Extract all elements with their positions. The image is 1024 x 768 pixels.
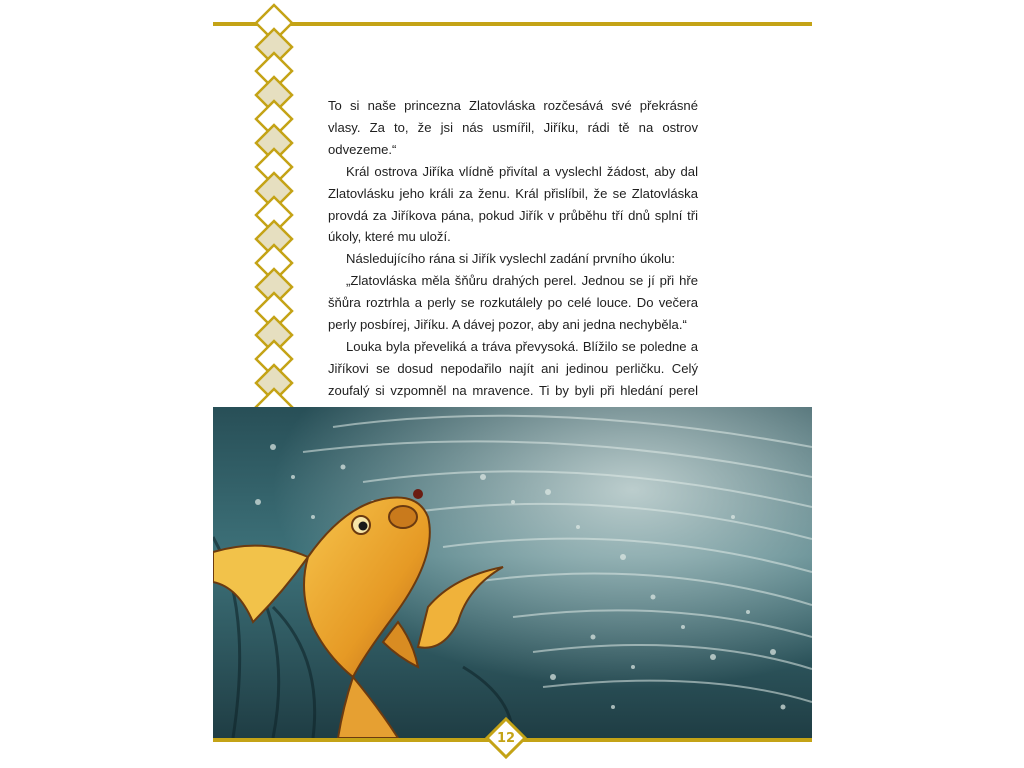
top-decorative-rule — [213, 22, 812, 26]
story-text — [328, 95, 698, 424]
paragraph-2: Král ostrova Jiříka vlídně přivítal a vyslechl žádost, aby dal Zlatovlásku jeho králi za ženu. Král přislíbil, že se Zlatovláska provdá za Jiříkova pána, pokud Jiřík v průběhu tří dnů splní tři úkoly, které mu uloží. — [328, 163, 698, 245]
paragraph-5: Louka byla převeliká a tráva převysoká. Blížilo se poledne a Jiříkovi se dosud nepodařilo najít ani jedinou perličku. Celý zoufalý si vzpomněl na mravence. Ti by byli při hledání perel — [328, 338, 698, 398]
diamond-border-ornament — [248, 0, 300, 430]
paragraph-3: Následujícího rána si Jiřík vyslechl zadání prvního úkolu: — [346, 251, 675, 267]
paragraph-1: To si naše princezna Zlatovláska rozčesává své překrásné vlasy. Za to, že jsi nás usmířil, Jiříku, rádi tě na ostrov odvezeme.“ — [328, 98, 698, 157]
paragraph-4: „Zlatovláska měla šňůru drahých perel. Jednou se jí při hře šňůra roztrhla a perly se rozkutálely po celé louce. Do večera perly posbírej, Jiříku. A dávej pozor, aby ani jedna nechyběla.“ — [328, 273, 698, 333]
fish-illustration — [213, 407, 812, 738]
page-number: 12 — [496, 730, 516, 746]
